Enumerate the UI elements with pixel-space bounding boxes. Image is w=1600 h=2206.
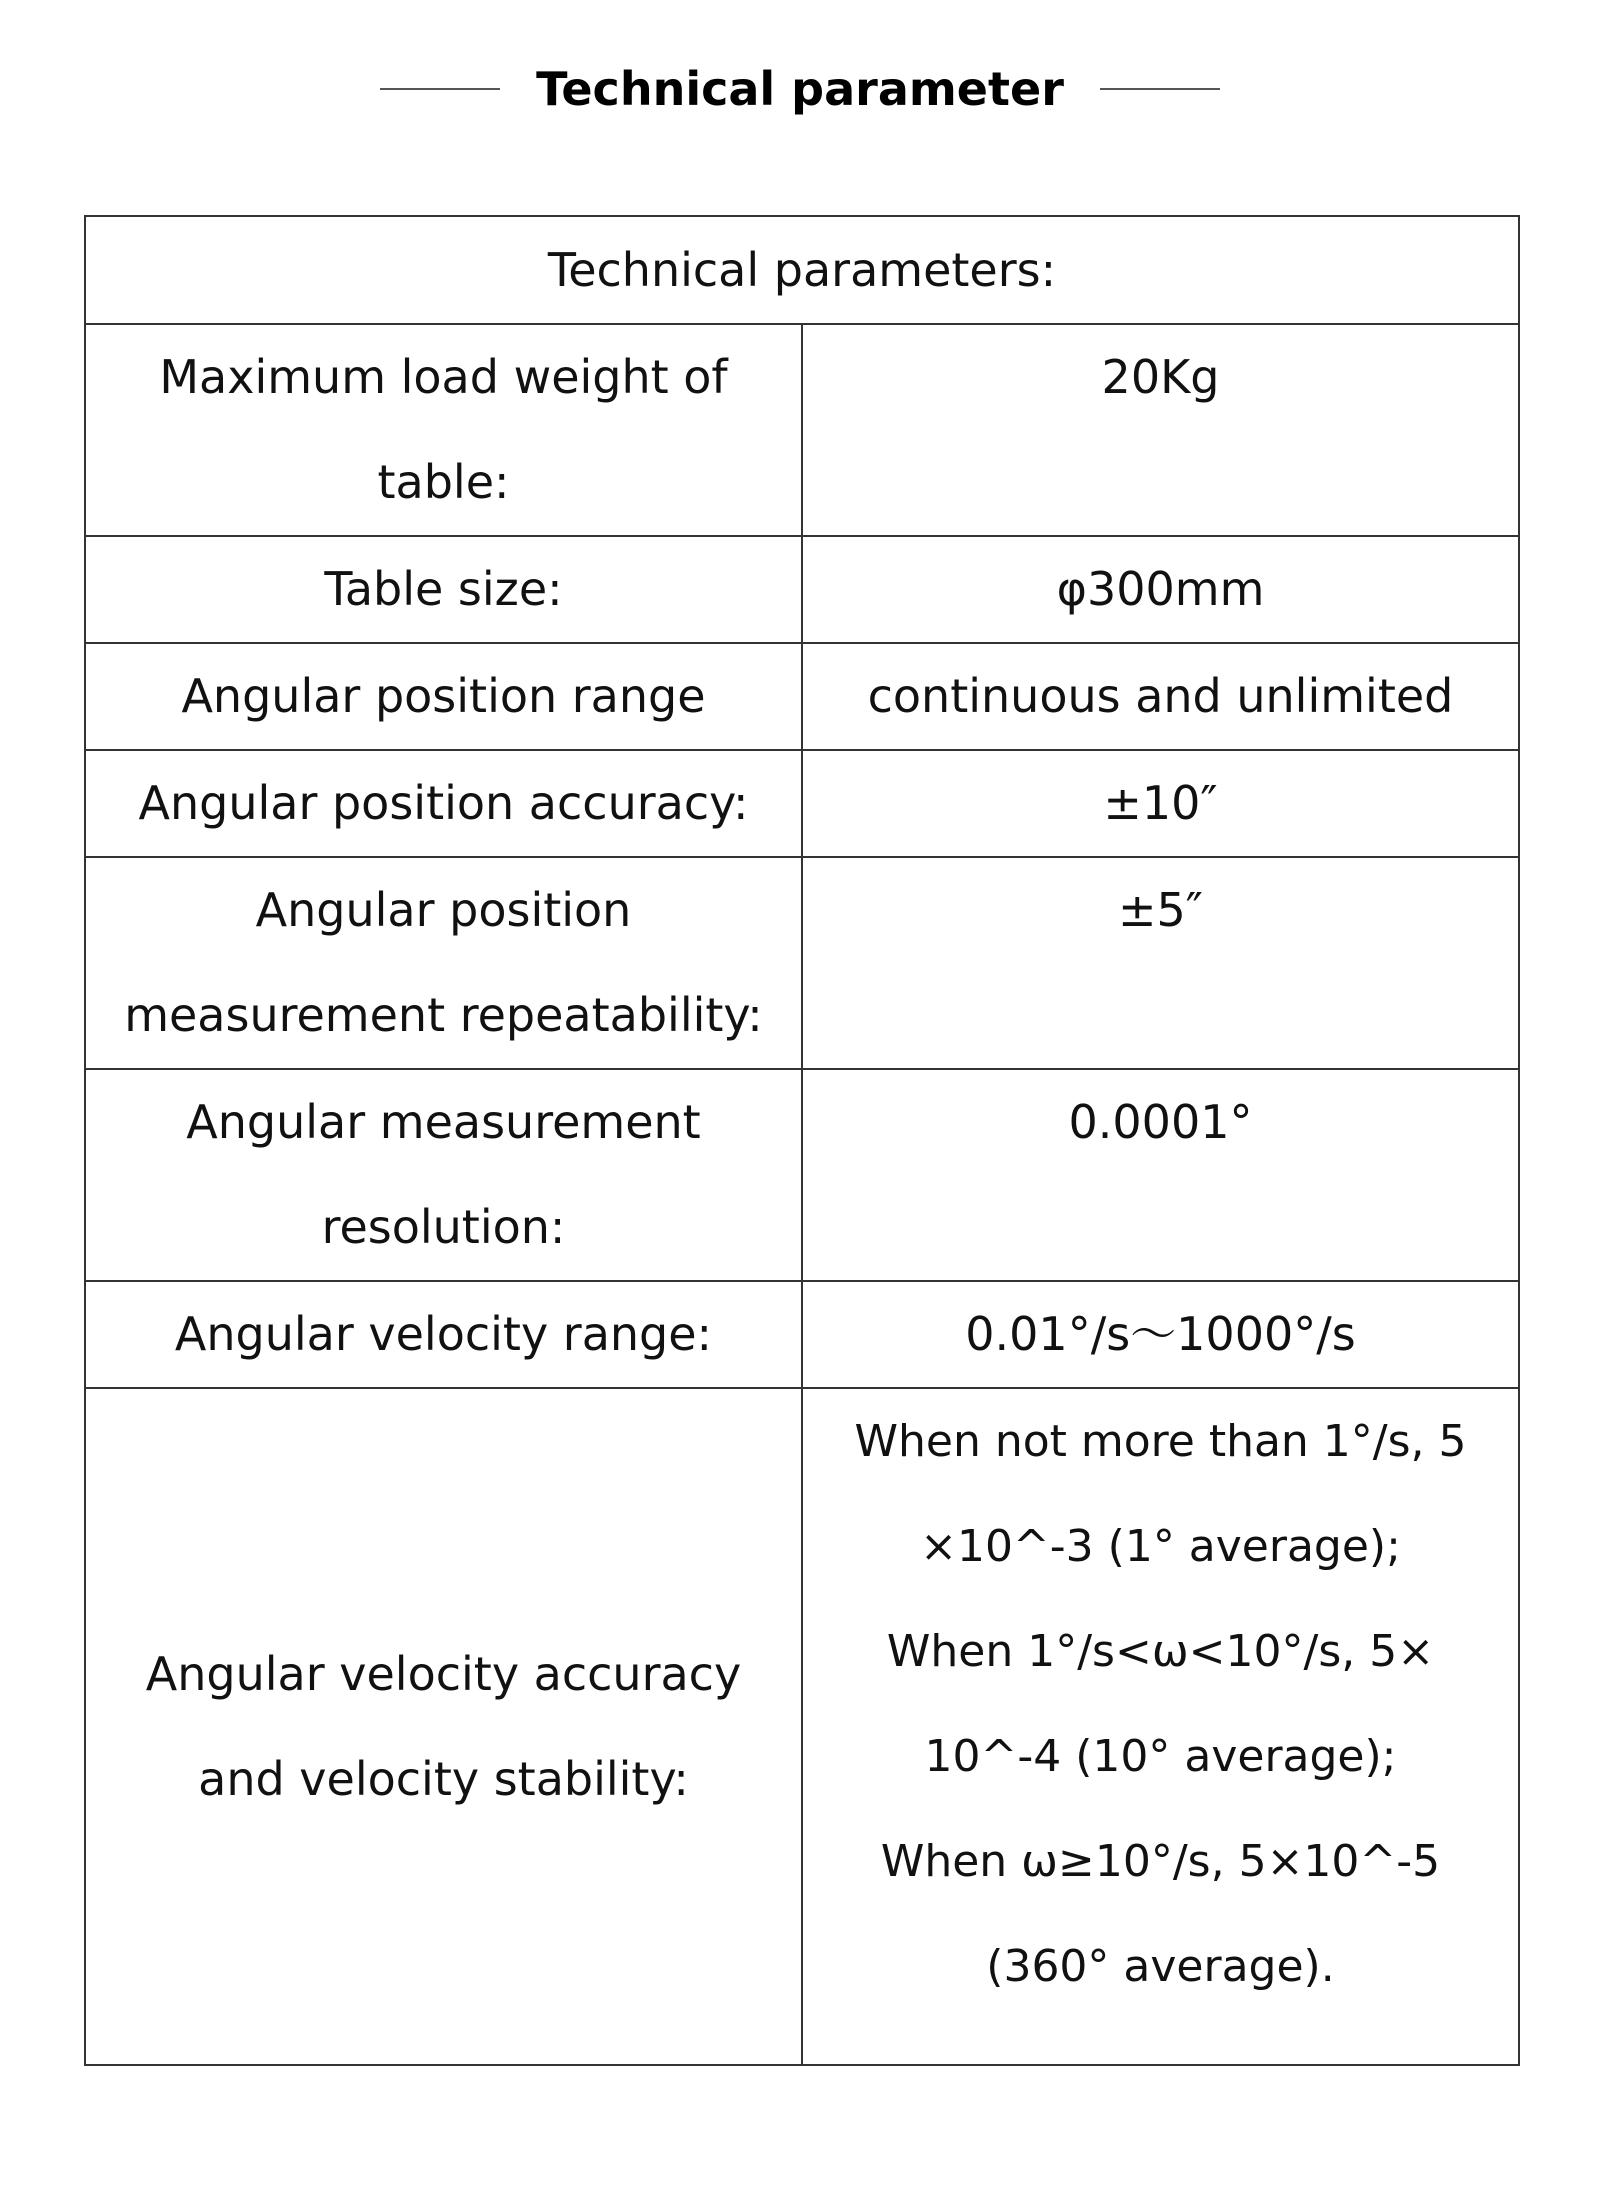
label-line: Angular position (255, 883, 632, 937)
table-row (85, 1069, 1519, 1281)
value-line: φ300mm (1056, 562, 1265, 616)
label-line: and velocity stability: (198, 1751, 689, 1806)
parameter-value (802, 1069, 1519, 1281)
table-row (85, 750, 1519, 857)
parameter-value (802, 1281, 1519, 1388)
value-line: 0.0001° (1068, 1095, 1253, 1149)
parameter-value (802, 324, 1519, 536)
technical-parameters-table (84, 215, 1520, 2066)
parameter-value (802, 1388, 1519, 2065)
label-line: Angular measurement (186, 1095, 701, 1149)
parameter-label (85, 1388, 802, 2065)
parameter-label (85, 1069, 802, 1281)
page-title: Technical parameter (536, 62, 1064, 116)
value-line: 10^-4 (10° average); (924, 1731, 1397, 1782)
parameter-value (802, 857, 1519, 1069)
label-line: Angular velocity accuracy (145, 1646, 742, 1701)
table-row (85, 324, 1519, 536)
parameter-label (85, 324, 802, 536)
value-line: ×10^-3 (1° average); (920, 1521, 1401, 1572)
value-line: ±10″ (1103, 776, 1218, 830)
table-row (85, 857, 1519, 1069)
value-line: When ω≥10°/s, 5×10^-5 (880, 1836, 1441, 1887)
title-left-divider (380, 88, 500, 90)
parameter-value (802, 643, 1519, 750)
page-heading (0, 46, 1600, 132)
table-header-row (85, 216, 1519, 324)
value-line: (360° average). (986, 1941, 1335, 1992)
table-header: Technical parameters: (85, 216, 1519, 324)
parameter-label (85, 750, 802, 857)
parameter-label (85, 643, 802, 750)
value-line: 0.01°/s～1000°/s (965, 1307, 1356, 1361)
parameter-value (802, 536, 1519, 643)
parameter-label (85, 536, 802, 643)
label-line: resolution: (321, 1200, 566, 1254)
label-line: Maximum load weight of (159, 350, 728, 404)
label-line: Table size: (324, 562, 563, 616)
value-line: When not more than 1°/s, 5 (854, 1416, 1467, 1467)
parameter-label (85, 857, 802, 1069)
table-row (85, 1388, 1519, 2065)
title-right-divider (1100, 88, 1220, 90)
table-row (85, 536, 1519, 643)
table-row (85, 1281, 1519, 1388)
value-line: ±5″ (1118, 883, 1203, 937)
label-line: Angular position range (181, 669, 706, 723)
label-line: measurement repeatability: (124, 988, 763, 1042)
parameter-label (85, 1281, 802, 1388)
value-line: continuous and unlimited (867, 669, 1454, 723)
value-line: When 1°/s<ω<10°/s, 5× (886, 1626, 1435, 1677)
value-line: 20Kg (1101, 350, 1220, 404)
label-line: Angular velocity range: (174, 1307, 713, 1361)
parameter-value (802, 750, 1519, 857)
label-line: table: (377, 455, 510, 509)
label-line: Angular position accuracy: (138, 776, 749, 830)
table-row (85, 643, 1519, 750)
